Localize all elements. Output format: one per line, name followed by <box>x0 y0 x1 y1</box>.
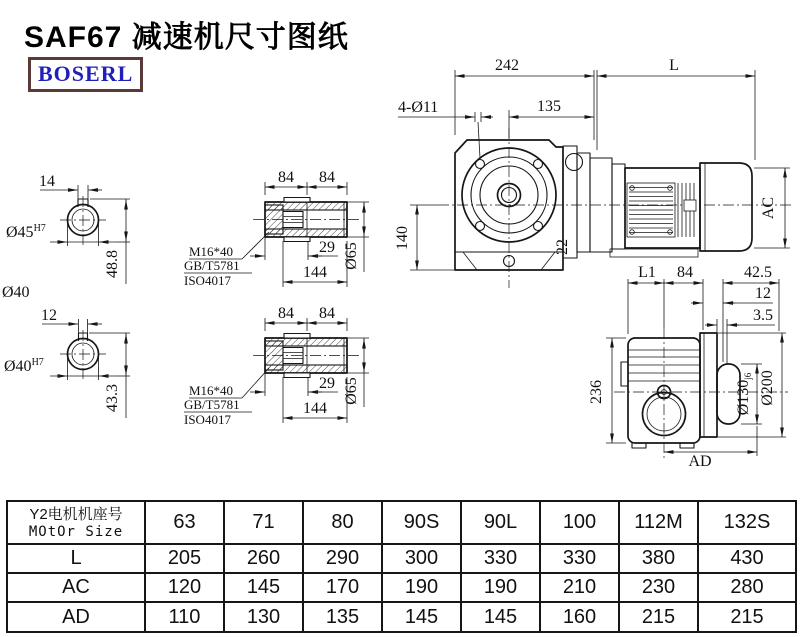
dim-236-label: 236 <box>588 380 605 404</box>
value-cell: 170 <box>303 573 382 602</box>
motor-size-112m: 112M <box>619 501 698 544</box>
row-label-AD: AD <box>7 602 145 632</box>
dim-o65-label: Ø65 <box>343 377 360 405</box>
dim-84-label: 84 <box>677 264 693 281</box>
value-cell: 190 <box>461 573 540 602</box>
dim-242-label: 242 <box>495 57 519 74</box>
dim-motor-height-label: AC <box>760 196 777 220</box>
value-cell: 110 <box>145 602 224 632</box>
value-cell: 135 <box>303 602 382 632</box>
motor-size-71: 71 <box>224 501 303 544</box>
dim-spigot-diameter-label: Ø130j6 <box>735 372 753 416</box>
page-title: SAF67 减速机尺寸图纸 <box>24 21 349 54</box>
bolt-hole <box>476 222 485 231</box>
value-cell: 260 <box>224 544 303 573</box>
motor-size-header-en: MOtOr Size <box>28 523 124 540</box>
bolt-spec-label: M16*40 <box>189 244 234 259</box>
motor-size-100: 100 <box>540 501 619 544</box>
dim-keyway-width-label: 14 <box>39 173 55 190</box>
table-header-cell <box>7 501 145 544</box>
dim-135-label: 135 <box>537 98 561 115</box>
standard-iso-label: ISO4017 <box>184 412 231 427</box>
value-cell: 145 <box>224 573 303 602</box>
value-cell: 430 <box>698 544 796 573</box>
bolt-spec-label: M16*40 <box>189 383 234 398</box>
motor-size-132s: 132S <box>698 501 796 544</box>
dim-flange-diameter-label: Ø200 <box>759 370 776 406</box>
motor-size-90s: 90S <box>382 501 461 544</box>
side-view <box>588 264 788 470</box>
value-cell: 130 <box>224 602 303 632</box>
hollow-shaft-view-top <box>184 169 369 288</box>
dim-42-5-label: 42.5 <box>744 264 772 281</box>
dim-140-label: 140 <box>394 226 411 250</box>
dim-shaft-height-label: 43.3 <box>104 384 121 412</box>
dim-3-5-label: 3.5 <box>753 307 773 324</box>
dim-144-label: 144 <box>303 400 327 417</box>
value-cell: 380 <box>619 544 698 573</box>
dim-shaft-height-label: 48.8 <box>104 250 121 278</box>
row-label-L: L <box>7 544 145 573</box>
boserl-logo: BOSERL <box>28 57 143 92</box>
motor-size-80: 80 <box>303 501 382 544</box>
table-row-AD <box>7 602 796 632</box>
value-cell: 215 <box>698 602 796 632</box>
value-cell: 330 <box>540 544 619 573</box>
dim-l1-label: L1 <box>638 264 656 281</box>
value-cell: 160 <box>540 602 619 632</box>
dim-motor-length-label: L <box>669 57 679 74</box>
bore-diameter-label: $Ø45^{H7}$ <box>6 223 46 241</box>
standard-iso-label: ISO4017 <box>184 273 231 288</box>
bolt-hole <box>534 160 543 169</box>
row-label-AC: AC <box>7 573 145 602</box>
motor-size-63: 63 <box>145 501 224 544</box>
value-cell: 145 <box>382 602 461 632</box>
dim-29-label: 29 <box>319 375 335 392</box>
value-cell: 280 <box>698 573 796 602</box>
dim-84-label: 84 <box>278 305 294 322</box>
value-cell: 290 <box>303 544 382 573</box>
table-header-row <box>7 501 796 544</box>
dim-o65-label: Ø65 <box>343 242 360 270</box>
motor-size-90l: 90L <box>461 501 540 544</box>
value-cell: 190 <box>382 573 461 602</box>
dim-144-label: 144 <box>303 264 327 281</box>
motor-size-table <box>6 500 797 633</box>
standard-gb-label: GB/T5781 <box>184 258 240 273</box>
value-cell: 120 <box>145 573 224 602</box>
fan-cowl <box>700 163 752 251</box>
dim-12-label: 12 <box>755 285 771 302</box>
value-cell: 230 <box>619 573 698 602</box>
motor-size-header-cn: Y2电机机座号 <box>29 505 123 523</box>
bolt-hole <box>534 222 543 231</box>
value-cell: 300 <box>382 544 461 573</box>
table-row-L <box>7 544 796 573</box>
standard-gb-label: GB/T5781 <box>184 397 240 412</box>
hollow-shaft-view-bottom <box>184 305 369 427</box>
dim-29-label: 29 <box>319 239 335 256</box>
value-cell: 210 <box>540 573 619 602</box>
bolt-holes-label: 4-Ø11 <box>398 99 439 116</box>
shaft-end-view-top <box>6 173 130 284</box>
value-cell: 215 <box>619 602 698 632</box>
bolt-hole <box>476 160 485 169</box>
value-cell: 330 <box>461 544 540 573</box>
bore-diameter-label: $Ø40^{H7}$ <box>4 357 44 375</box>
dim-84-label: 84 <box>319 305 335 322</box>
dim-84-label: 84 <box>278 169 294 186</box>
main-assembly-view <box>394 57 792 288</box>
shaft-end-view-bottom <box>4 307 130 418</box>
table-row-AC <box>7 573 796 602</box>
shaft-diameter-label: Ø40 <box>2 284 30 301</box>
dim-keyway-width-label: 12 <box>41 307 57 324</box>
dim-84-label: 84 <box>319 169 335 186</box>
dim-ad-label: AD <box>688 453 712 470</box>
value-cell: 205 <box>145 544 224 573</box>
value-cell: 145 <box>461 602 540 632</box>
dim-22-label: 22 <box>554 239 571 255</box>
